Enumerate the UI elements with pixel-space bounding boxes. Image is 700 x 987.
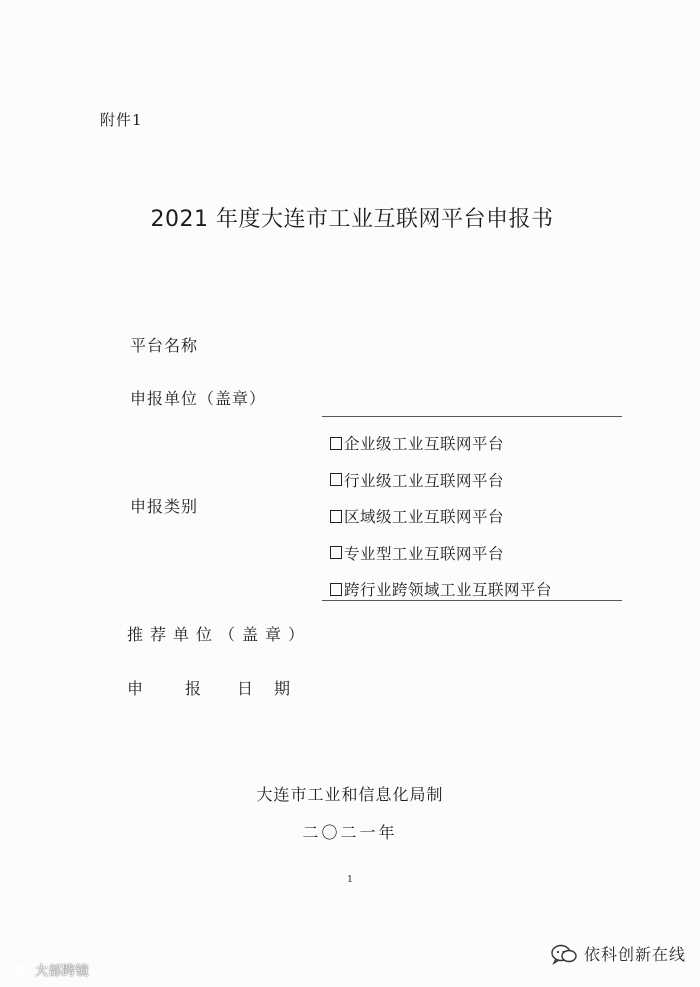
checkbox-icon[interactable] [330, 473, 342, 486]
platform-logo-icon [6, 961, 32, 979]
checkbox-icon[interactable] [330, 583, 342, 596]
issuer-text: 大连市工业和信息化局制 [256, 785, 444, 804]
date-label-char: 期 [274, 679, 292, 698]
category-options [330, 425, 552, 608]
watermark-left-text: 大部跨镜 [35, 964, 90, 979]
option-label: 行业级工业互联网平台 [344, 471, 505, 490]
issue-year: 二〇二一年 [302, 823, 398, 842]
option-label: 企业级工业互联网平台 [344, 435, 505, 454]
category-option-enterprise[interactable] [330, 425, 552, 462]
category-option-specialized[interactable] [330, 535, 552, 572]
option-label: 区域级工业互联网平台 [344, 508, 505, 527]
category-label: 申报类别 [130, 497, 199, 516]
category-option-industry[interactable] [330, 462, 552, 499]
category-bottom-rule [322, 600, 622, 601]
category-top-rule [322, 416, 622, 417]
recommending-unit-label: 推荐单位（盖章） [127, 625, 312, 644]
option-label: 跨行业跨领域工业互联网平台 [344, 581, 553, 600]
checkbox-icon[interactable] [330, 437, 342, 450]
document-title: 2021 年度大连市工业互联网平台申报书 [150, 207, 554, 232]
page-number: 1 [347, 875, 353, 885]
category-option-cross-industry[interactable] [330, 571, 552, 608]
checkbox-icon[interactable] [330, 510, 342, 523]
watermark-left [6, 960, 89, 979]
date-label-char: 报 [185, 679, 203, 698]
option-label: 专业型工业互联网平台 [344, 544, 505, 563]
category-option-regional[interactable] [330, 498, 552, 535]
applicant-unit-label: 申报单位（盖章） [130, 389, 267, 408]
watermark-right-text: 依科创新在线 [583, 945, 686, 964]
platform-name-label: 平台名称 [130, 336, 199, 355]
checkbox-icon[interactable] [330, 546, 342, 559]
wechat-icon [550, 943, 578, 965]
watermark-right [550, 942, 686, 965]
date-label-char: 申 [127, 679, 145, 698]
application-date-label [127, 676, 291, 699]
date-label-char: 日 [236, 679, 254, 698]
attachment-label: 附件1 [100, 111, 143, 129]
